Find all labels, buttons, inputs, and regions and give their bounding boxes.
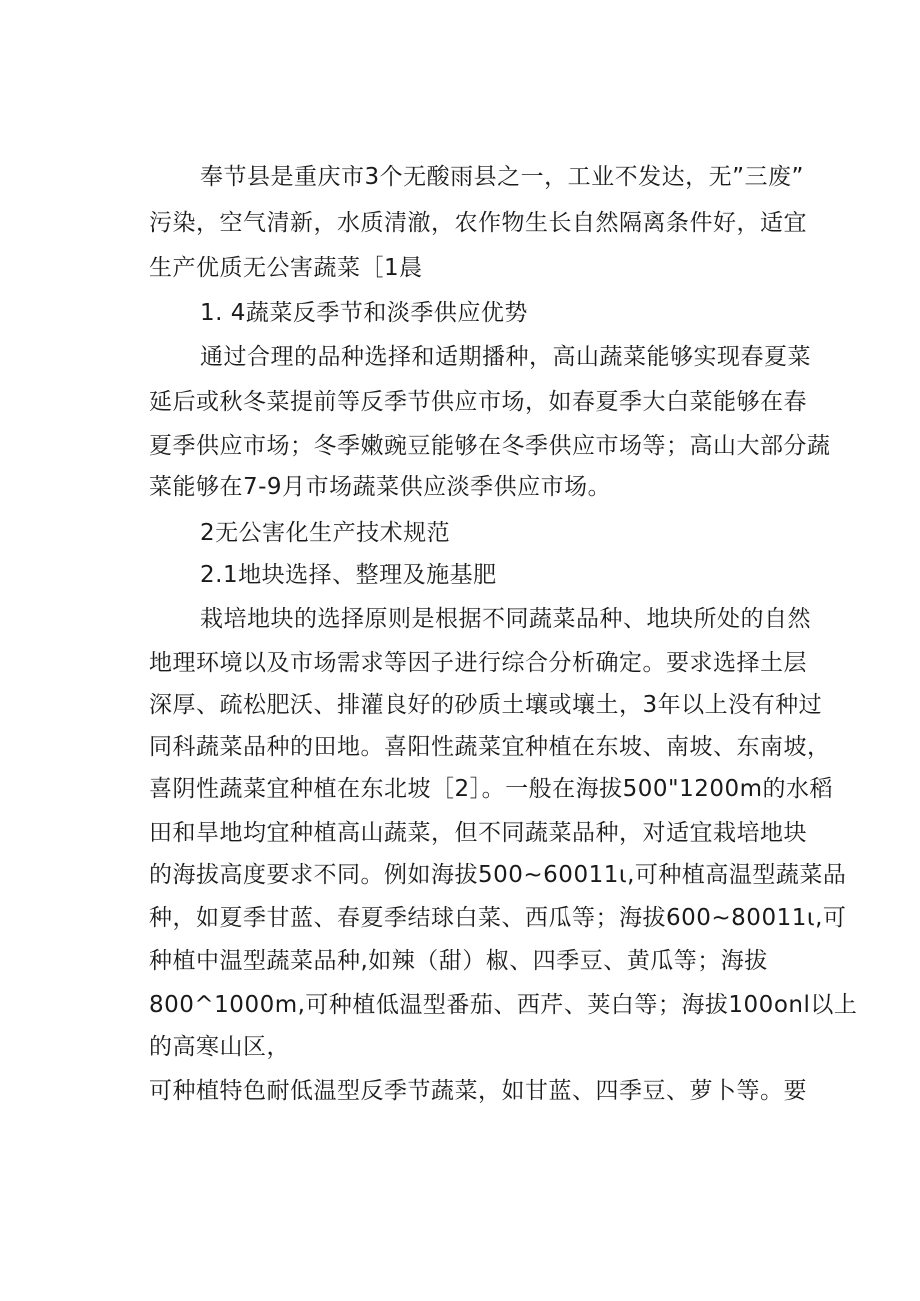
section-heading: 2无公害化生产技术规范	[200, 520, 451, 546]
subsection-heading: 2.1地块选择、整理及施基肥	[200, 562, 497, 588]
text-line: 可种植特色耐低温型反季节蔬菜，如甘蓝、四季豆、萝卜等。要	[149, 1078, 807, 1104]
text-line: 奉节县是重庆市3个无酸雨县之一，工业不发达，无”三废”	[200, 164, 804, 190]
text-line: 的海拔高度要求不同。例如海拔500~60011ι,可种植高温型蔬菜品	[149, 862, 847, 888]
text-line: 生产优质无公害蔬菜［1晨	[149, 255, 423, 281]
text-line: 通过合理的品种选择和适期播种，高山蔬菜能够实现春夏菜	[200, 344, 811, 370]
text-line: 栽培地块的选择原则是根据不同蔬菜品种、地块所处的自然	[200, 606, 811, 632]
text-line: 深厚、疏松肥沃、排灌良好的砂质土壤或壤土，3年以上没有种过	[149, 692, 823, 718]
text-line: 喜阴性蔬菜宜种植在东北坡［2］。一般在海拔500"1200m的水稻	[149, 776, 834, 802]
text-line: 菜能够在7-9月市场蔬菜供应淡季供应市场。	[149, 474, 612, 500]
text-line: 夏季供应市场；冬季嫩豌豆能够在冬季供应市场等；高山大部分蔬	[149, 433, 831, 459]
text-line: 延后或秋冬菜提前等反季节供应市场，如春夏季大白菜能够在春	[149, 389, 807, 415]
text-line: 的高寒山区，	[149, 1034, 290, 1060]
section-heading: 1. 4蔬菜反季节和淡季供应优势	[200, 300, 528, 326]
text-line: 污染，空气清新，水质清澈，农作物生长自然隔离条件好，适宜	[149, 210, 807, 236]
text-line: 田和旱地均宜种植高山蔬菜，但不同蔬菜品种，对适宜栽培地块	[149, 820, 807, 846]
text-line: 同科蔬菜品种的田地。喜阳性蔬菜宜种植在东坡、南坡、东南坡，	[149, 734, 831, 760]
text-line: 地理环境以及市场需求等因子进行综合分析确定。要求选择土层	[149, 650, 807, 676]
text-line: 种，如夏季甘蓝、春夏季结球白菜、西瓜等；海拔600~80011ι,可	[149, 905, 847, 931]
text-line: 800^1000m,可种植低温型番茄、西芹、荚白等；海拔100onl以上	[149, 992, 858, 1018]
text-line: 种植中温型蔬菜品种,如辣（甜）椒、四季豆、黄瓜等；海拔	[149, 948, 768, 974]
